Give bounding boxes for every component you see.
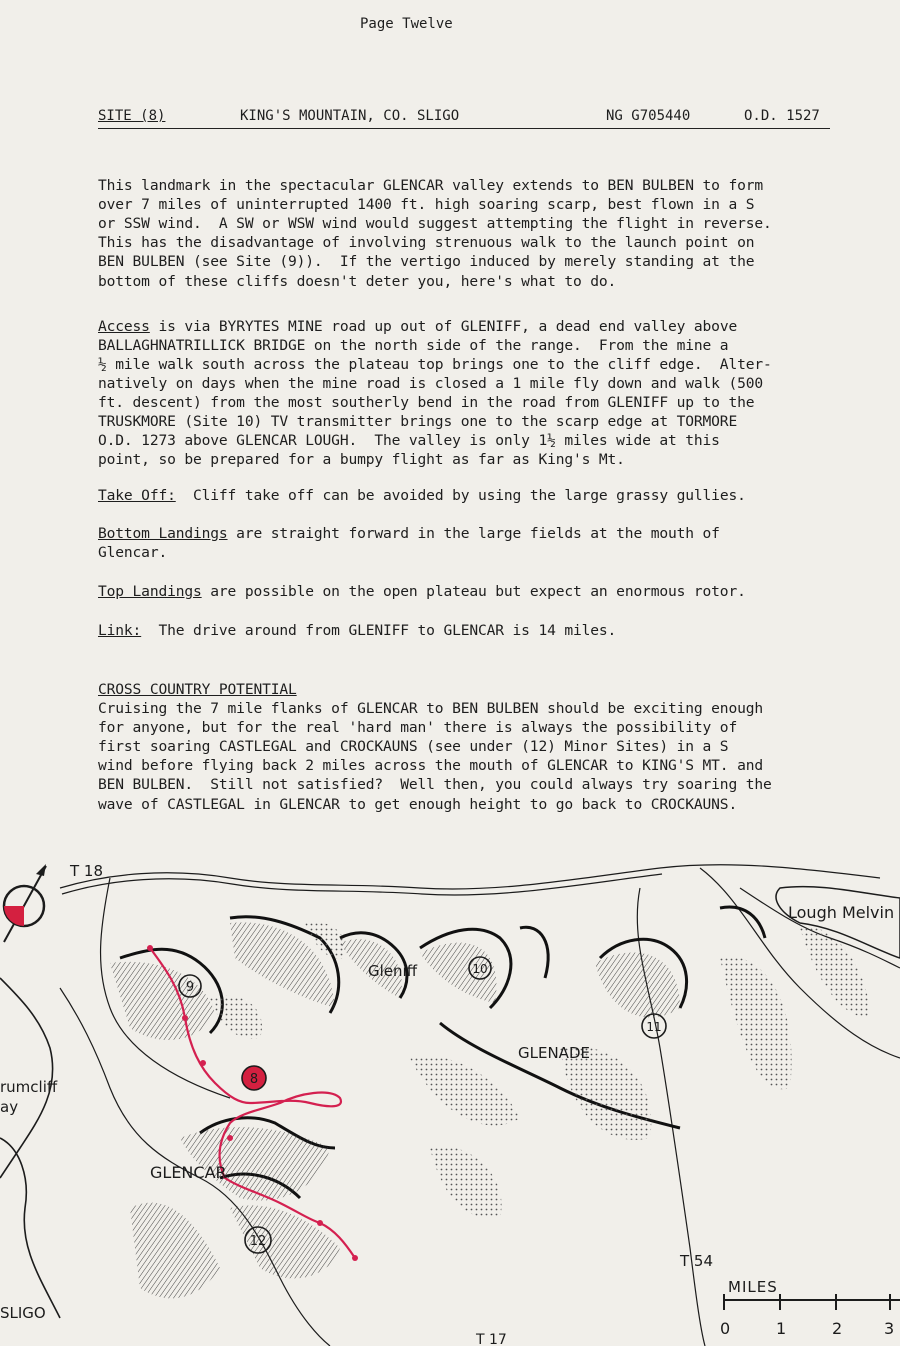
link-line [98,621,858,640]
site-name: KING'S MOUNTAIN, CO. SLIGO [240,108,460,124]
cross-country-line: wind before flying back 2 miles across the mouth of GLENCAR to KING'S MT. and [98,757,763,774]
site-label: SITE (8) [98,108,166,124]
site-number: 8 [249,1072,259,1087]
intro-line: This landmark in the spectacular GLENCAR valley extends to BEN BULBEN to form [98,177,763,194]
access-line: TRUSKMORE (Site 10) TV transmitter brings one to the scarp edge at TORMORE [98,413,738,430]
site-height: O.D. 1527 [744,108,820,124]
intro-line: over 7 miles of uninterrupted 1400 ft. high soaring scarp, best flown in a S [98,196,755,213]
map-label-t54: T 54 [680,1252,714,1270]
top-landings-heading: Top Landings [98,583,202,600]
take-off-text: Cliff take off can be avoided by using the large grassy gullies. [175,487,746,504]
map-label-glenade: GLENADE [518,1044,590,1062]
take-off-line [98,486,858,505]
map-label-t17: T 17 [476,1332,507,1346]
coastline [0,978,60,1318]
bottom-landings-heading: Bottom Landings [98,525,228,542]
intro-line: This has the disadvantage of involving strenuous walk to the launch point on [98,234,755,251]
map-label-lough-melvin: Lough Melvin [788,903,895,922]
cross-country-line: wave of CASTLEGAL in GLENCAR to get enough height to go back to CROCKAUNS. [98,796,738,813]
scale-tick: 2 [832,1319,843,1338]
access-line: O.D. 1273 above GLENCAR LOUGH. The valley is only 1½ miles wide at this [98,432,720,449]
grid-reference: NG G705440 [606,108,691,124]
site-map [0,848,900,1346]
map-label-gleniff: Gleniff [368,962,418,980]
access-line: natively on days when the mine road is closed a 1 mile fly down and walk (500 [98,375,763,392]
scale-tick: 3 [884,1319,895,1338]
scale-tick: 1 [776,1319,787,1338]
site-number: 11 [646,1020,662,1034]
map-label-bay: ay [0,1098,19,1116]
cross-country-heading: CROSS COUNTRY POTENTIAL [98,681,297,698]
access-heading: Access [98,318,150,335]
cross-country-line: Cruising the 7 mile flanks of GLENCAR to BEN BULBEN should be exciting enough [98,700,763,717]
access-line: BALLAGHNATRILLICK BRIDGE on the north side of the range. From the mine a [98,337,729,354]
page-number: Page Twelve [360,16,453,32]
link-heading: Link: [98,622,142,639]
intro-line: BEN BULBEN (see Site (9)). If the vertigo induced by merely standing at the [98,253,755,270]
take-off-heading: Take Off: [98,487,176,504]
cross-country-line: first soaring CASTLEGAL and CROCKAUNS (see under (12) Minor Sites) in a S [98,738,729,755]
map-scale [720,1278,900,1338]
site-number: 10 [472,962,488,976]
map-label-glencar: GLENCAR [150,1163,227,1182]
site-marker-8 [242,1066,266,1090]
map-label-sligo: SLIGO [0,1304,46,1322]
map-label-t18: T 18 [70,862,104,880]
site-number: 9 [185,980,195,995]
access-line: ½ mile walk south across the plateau top brings one to the cliff edge. Alter- [98,356,772,373]
bottom-landings-line [98,524,858,543]
intro-line: or SSW wind. A SW or WSW wind would suggest attempting the flight in reverse. [98,215,772,232]
cross-country-line: for anyone, but for the real 'hard man' there is always the possibility of [98,719,738,736]
scale-tick: 0 [720,1319,731,1338]
cross-country-line: BEN BULBEN. Still not satisfied? Well then, you could always try soaring the [98,776,772,793]
link-text: The drive around from GLENIFF to GLENCAR is 14 miles. [141,622,617,639]
intro-line: bottom of these cliffs doesn't deter you, here's what to do. [98,273,617,290]
access-line: point, so be prepared for a bumpy flight as far as King's Mt. [98,451,625,468]
map-label-drumcliff: rumcliff [0,1078,58,1096]
access-text: is via BYRYTES MINE road up out of GLENIFF, a dead end valley above [149,318,738,335]
site-number: 12 [249,1234,267,1249]
bottom-landings-text: are straight forward in the large fields at the mouth of [227,525,720,542]
bottom-landings-line: Glencar. [98,544,168,561]
access-line [98,317,858,336]
top-landings-text: are possible on the open plateau but expect an enormous rotor. [201,583,746,600]
scale-label: MILES [728,1278,778,1296]
header-rule [98,128,830,129]
access-line: ft. descent) from the most southerly bend in the road from GLENIFF up to the [98,394,755,411]
top-landings-line [98,582,858,601]
